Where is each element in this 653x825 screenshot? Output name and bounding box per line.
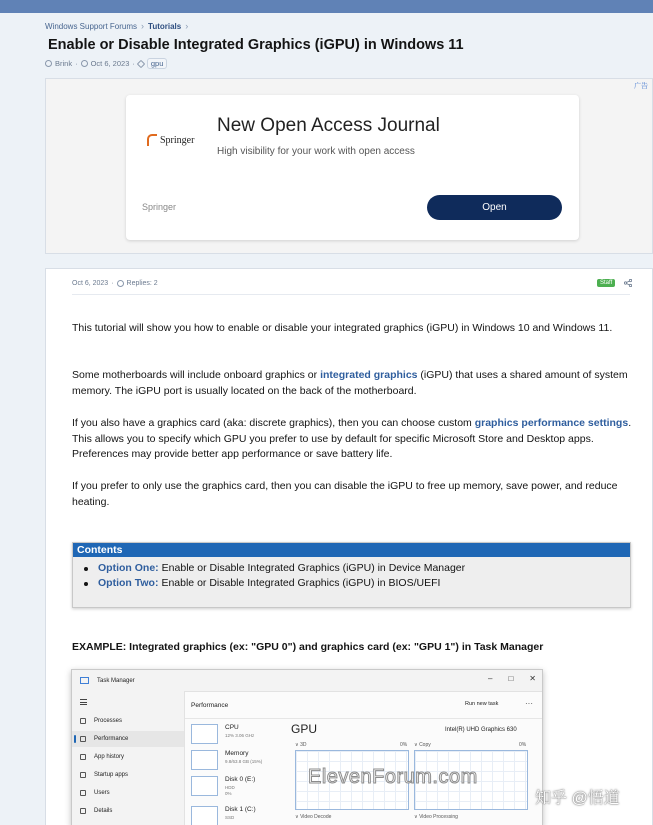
resource-name: Disk 1 (C:) xyxy=(225,806,256,813)
hamburger-icon xyxy=(80,699,87,705)
integrated-graphics-link[interactable]: integrated graphics xyxy=(320,369,418,381)
ad-open-button[interactable]: Open xyxy=(427,195,562,220)
nav-label: Startup apps xyxy=(94,772,129,778)
ad-badge[interactable]: 广告 xyxy=(634,83,648,90)
tm-title: Task Manager xyxy=(97,677,135,684)
tm-gpu-title: GPU xyxy=(291,722,318,736)
minimize-icon: – xyxy=(488,674,493,683)
contents-box xyxy=(72,542,631,608)
tm-performance-header: Performance xyxy=(191,702,229,709)
tm-run-new-task: Run new task xyxy=(465,701,499,707)
app-history-icon xyxy=(80,754,86,760)
tm-resource-cpu xyxy=(189,722,289,748)
post-paragraph-graphics-card xyxy=(72,416,632,463)
details-icon xyxy=(80,808,86,814)
clock-icon xyxy=(81,60,88,67)
resource-name: Disk 0 (E:) xyxy=(225,776,256,783)
option-one-link[interactable]: Option One: xyxy=(98,562,159,574)
tm-titlebar xyxy=(72,670,542,691)
tm-nav-performance xyxy=(72,731,184,747)
ad-subtext: High visibility for your work with open access xyxy=(217,146,415,157)
tm-nav-users xyxy=(72,785,184,801)
task-manager-screenshot[interactable] xyxy=(71,669,543,825)
contents-item xyxy=(84,576,630,591)
graph-label-copy: ∨ Copy xyxy=(414,742,431,748)
nav-label: Processes xyxy=(94,718,123,724)
tm-sidebar xyxy=(72,691,184,825)
tm-nav-details xyxy=(72,803,184,819)
graph-label-3d-text: 3D xyxy=(300,742,307,748)
memory-graph-thumb xyxy=(191,750,218,770)
bullet xyxy=(84,582,88,586)
post-paragraph-igpu xyxy=(72,368,632,399)
separator: · xyxy=(111,280,114,287)
breadcrumb xyxy=(45,21,188,31)
option-two-text: Enable or Disable Integrated Graphics (iGPU) in BIOS/UEFI xyxy=(161,577,441,589)
text: . This allows you to specify which GPU you prefer to use by default for specific Microsoft Store and Desktop apps. Preferences may provide better app performance or save battery life. xyxy=(72,417,632,460)
elevenforum-watermark: ElevenForum.com xyxy=(308,766,478,788)
post-divider xyxy=(72,294,630,295)
ad-card[interactable] xyxy=(126,95,579,240)
more-icon: ··· xyxy=(525,699,533,708)
bullet xyxy=(84,567,88,571)
post-paragraph-disable: If you prefer to only use the graphics card, then you can disable the iGPU to free up memory, save power, and reduce heating. xyxy=(72,480,618,508)
tm-main-panel xyxy=(184,691,543,825)
graphics-performance-settings-link[interactable]: graphics performance settings xyxy=(474,417,629,429)
thread-meta xyxy=(45,58,167,69)
post-meta xyxy=(72,280,158,287)
graph-label-3d: ∨ 3D xyxy=(295,742,307,748)
performance-icon xyxy=(80,736,86,742)
tm-gpu-name: Intel(R) UHD Graphics 630 xyxy=(445,727,517,733)
maximize-icon: □ xyxy=(508,674,514,683)
separator: · xyxy=(132,59,135,68)
startup-apps-icon xyxy=(80,772,86,778)
tm-nav-startup-apps xyxy=(72,767,184,783)
post-date[interactable]: Oct 6, 2023 xyxy=(72,280,109,287)
breadcrumb-item-tutorials[interactable]: Tutorials xyxy=(148,21,182,31)
video-processing-text: Video Processing xyxy=(419,814,458,820)
ad-container xyxy=(45,78,653,254)
video-decode-text: Video Decode xyxy=(300,814,332,820)
contents-list xyxy=(73,557,630,591)
nav-label: App history xyxy=(94,754,125,760)
contents-item xyxy=(84,561,630,576)
tm-window-controls xyxy=(488,674,536,683)
tm-resource-disk1 xyxy=(189,804,289,825)
breadcrumb-item-forums[interactable]: Windows Support Forums xyxy=(45,21,138,31)
zhihu-watermark: 知乎 @悟道 xyxy=(535,790,620,807)
resource-sub: HDD 0% xyxy=(225,785,235,796)
option-one-text: Enable or Disable Integrated Graphics (iGPU) in Device Manager xyxy=(161,562,466,574)
resource-sub: 9.8/63.8 GB (15%) xyxy=(225,759,263,764)
close-icon: ✕ xyxy=(529,674,536,683)
disk0-graph-thumb xyxy=(191,776,218,796)
graph-label-video-processing: ∨ Video Processing xyxy=(414,814,458,820)
divider xyxy=(185,718,543,719)
springer-logo xyxy=(147,134,194,146)
contents-title: Contents xyxy=(73,543,630,557)
tag-gpu[interactable]: gpu xyxy=(147,58,168,69)
tm-nav-app-history xyxy=(72,749,184,765)
tm-resource-memory xyxy=(189,748,289,774)
thread-author[interactable]: Brink xyxy=(55,59,73,68)
user-icon xyxy=(45,60,52,67)
resource-name: CPU xyxy=(225,724,239,731)
comment-icon xyxy=(117,280,124,287)
task-manager-app-icon xyxy=(80,677,89,684)
staff-badge: Staff xyxy=(597,279,615,287)
ad-brand: Springer xyxy=(142,202,177,212)
post xyxy=(45,268,653,825)
post-replies[interactable]: Replies: 2 xyxy=(126,280,158,287)
chevron-right-icon: › xyxy=(185,21,189,31)
graph-label-video-decode: ∨ Video Decode xyxy=(295,814,332,820)
tm-nav-processes xyxy=(72,713,184,729)
option-two-link[interactable]: Option Two: xyxy=(98,577,159,589)
springer-horse-icon xyxy=(147,134,157,146)
graph-pct-3d: 0% xyxy=(400,742,408,748)
text: If you also have a graphics card (aka: discrete graphics), then you can choose custom xyxy=(72,417,475,429)
example-caption: EXAMPLE: Integrated graphics (ex: "GPU 0") and graphics card (ex: "GPU 1") in Task Manager xyxy=(72,641,544,653)
resource-sub: 12% 3.06 GHz xyxy=(225,733,255,738)
graph-label-copy-text: Copy xyxy=(419,742,431,748)
chevron-right-icon: › xyxy=(141,21,145,31)
resource-name: Memory xyxy=(225,750,249,757)
nav-label: Users xyxy=(94,790,110,796)
graph-pct-copy: 0% xyxy=(519,742,527,748)
processes-icon xyxy=(80,718,86,724)
site-header-bar xyxy=(0,0,653,13)
page-title: Enable or Disable Integrated Graphics (iGPU) in Windows 11 xyxy=(48,37,464,53)
nav-label: Performance xyxy=(94,736,129,742)
users-icon xyxy=(80,790,86,796)
springer-logo-text: Springer xyxy=(160,134,195,146)
ad-headline: New Open Access Journal xyxy=(217,115,440,136)
cpu-graph-thumb xyxy=(191,724,218,744)
text: Some motherboards will include onboard graphics or xyxy=(72,369,321,381)
share-icon[interactable] xyxy=(624,279,632,287)
tm-resource-disk0 xyxy=(189,774,289,800)
separator: · xyxy=(75,59,78,68)
nav-label: Details xyxy=(94,808,113,814)
resource-sub: SSD xyxy=(225,815,235,820)
post-paragraph-intro: This tutorial will show you how to enable or disable your integrated graphics (iGPU) in Windows 10 and Windows 11. xyxy=(72,322,613,334)
disk1-graph-thumb xyxy=(191,806,218,825)
text: (iGPU) that uses a shared amount of system memory. The iGPU port is usually located on the back of the motherboard. xyxy=(72,369,628,397)
thread-date[interactable]: Oct 6, 2023 xyxy=(90,59,130,68)
tag-icon xyxy=(137,59,145,67)
